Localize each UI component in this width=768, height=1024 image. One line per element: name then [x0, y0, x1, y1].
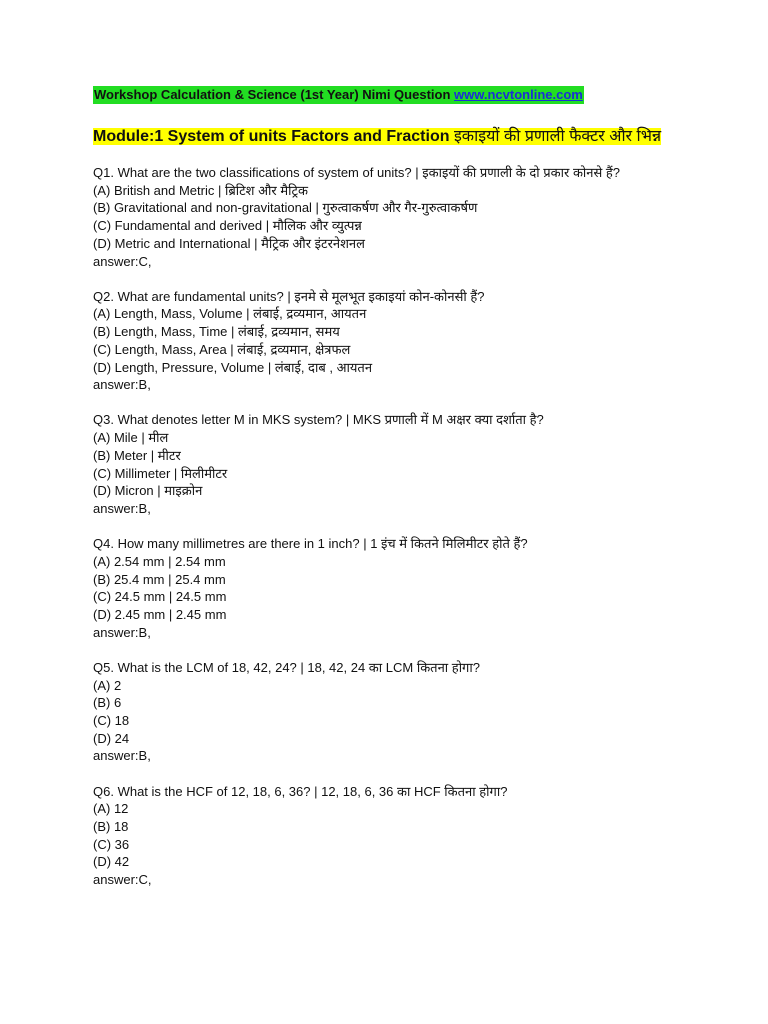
header-highlight: [93, 86, 584, 104]
question-list: [93, 164, 683, 889]
answer-text: answer:B,: [93, 624, 151, 640]
question-text: Q5. What is the LCM of 18, 42, 24? | 18, 42, 24 का LCM कितना होगा?: [93, 659, 480, 675]
website-link[interactable]: www.ncvtonline.com: [454, 87, 583, 102]
option-c: (C) Length, Mass, Area | लंबाई, द्रव्यमान, क्षेत्रफल: [93, 341, 351, 357]
answer-text: answer:B,: [93, 748, 151, 764]
question-3: [93, 411, 683, 517]
question-1: [93, 164, 683, 270]
question-text: Q4. How many millimetres are there in 1 inch? | 1 इंच में कितने मिलिमीटर होते हैं?: [93, 536, 528, 552]
option-c: (C) 36: [93, 836, 130, 852]
question-5: [93, 659, 683, 765]
option-b: (B) Meter | मीटर: [93, 447, 181, 463]
option-c: (C) Fundamental and derived | मौलिक और व्युत्पन्न: [93, 218, 362, 234]
document-page: [93, 86, 683, 906]
option-a: (A) Length, Mass, Volume | लंबाई, द्रव्यमान, आयतन: [93, 306, 367, 322]
option-a: (A) Mile | मील: [93, 430, 169, 446]
question-4: [93, 535, 683, 641]
option-d: (D) Micron | माइक्रोन: [93, 483, 203, 499]
question-text: Q2. What are fundamental units? | इनमे से मूलभूत इकाइयां कोन-कोनसी हैं?: [93, 288, 485, 304]
option-a: (A) British and Metric | ब्रिटिश और मैट्रिक: [93, 182, 309, 198]
answer-text: answer:C,: [93, 253, 152, 269]
option-b: (B) 18: [93, 819, 129, 834]
module-title: [93, 126, 683, 148]
answer-text: answer:B,: [93, 377, 151, 393]
option-b: (B) 6: [93, 695, 122, 711]
answer-text: answer:B,: [93, 500, 151, 516]
header-banner: [93, 86, 683, 104]
option-d: (D) Length, Pressure, Volume | लंबाई, दाब , आयतन: [93, 359, 373, 375]
option-a: (A) 2.54 mm | 2.54 mm: [93, 553, 226, 569]
option-b: (B) Length, Mass, Time | लंबाई, द्रव्यमान, समय: [93, 324, 340, 340]
option-c: (C) Millimeter | मिलीमीटर: [93, 465, 228, 481]
question-6: [93, 783, 683, 889]
option-a: (A) 12: [93, 801, 129, 817]
option-d: (D) 24: [93, 730, 130, 746]
option-b: (B) 25.4 mm | 25.4 mm: [93, 571, 226, 587]
question-text: Q1. What are the two classifications of system of units? | इकाइयों की प्रणाली के दो प्रकार कोनसे हैं?: [93, 165, 621, 180]
question-text: Q6. What is the HCF of 12, 18, 6, 36? | 12, 18, 6, 36 का HCF कितना होगा?: [93, 783, 508, 799]
question-text: Q3. What denotes letter M in MKS system? | MKS प्रणाली में M अक्षर क्या दर्शाता है?: [93, 412, 544, 428]
option-d: (D) 42: [93, 854, 130, 870]
option-d: (D) Metric and International | मैट्रिक और इंटरनेशनल: [93, 235, 365, 251]
header-text: Workshop Calculation & Science (1st Year) Nimi Question: [94, 87, 455, 102]
answer-text: answer:C,: [93, 872, 152, 888]
option-c: (C) 24.5 mm | 24.5 mm: [93, 589, 227, 605]
module-title-en: Module:1 System of units Factors and Fraction: [93, 128, 454, 145]
question-2: [93, 288, 683, 394]
option-b: (B) Gravitational and non-gravitational | गुरुत्वाकर्षण और गैर-गुरुत्वाकर्षण: [93, 200, 478, 216]
option-c: (C) 18: [93, 712, 130, 728]
option-d: (D) 2.45 mm | 2.45 mm: [93, 606, 227, 622]
module-title-hi: इकाइयों की प्रणाली फैक्टर और भिन्न: [453, 128, 662, 145]
option-a: (A) 2: [93, 677, 122, 693]
